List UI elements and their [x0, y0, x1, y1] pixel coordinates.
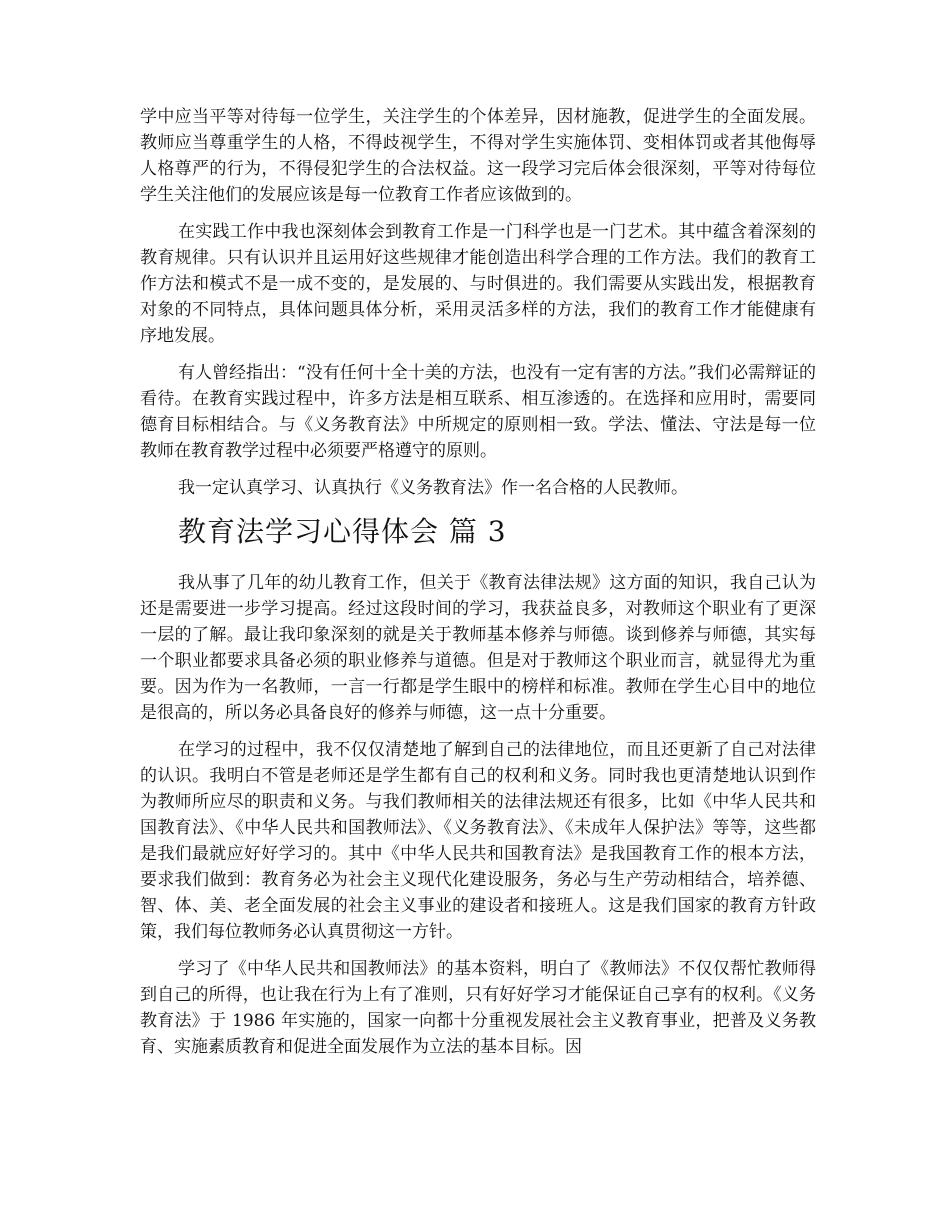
paragraph-teacher-law: 学习了《中华人民共和国教师法》的基本资料，明白了《教师法》不仅仅帮忙教师得到自己的所得，也让我在行为上有了准则，只有好好学习才能保证自己享有的权利。《义务教育法》于 1986 年实施的，国家一向都十分重视发展社会主义教育事业，把普及义务教育、实施素质教育和促进全面发展作为立法的基本目标。因: [140, 959, 816, 1057]
document-page: [140, 104, 816, 1071]
paragraph-practice: 在实践工作中我也深刻体会到教育工作是一门科学也是一门艺术。其中蕴含着深刻的教育规律。只有认识并且运用好这些规律才能创造出科学合理的工作方法。我们的教育工作方法和模式不是一成不变的，是发展的、与时俱进的。我们需要从实践出发，根据教育对象的不同特点，具体问题具体分析，采用灵活多样的方法，我们的教育工作才能健康有序地发展。: [140, 222, 816, 346]
paragraph-intro: 我从事了几年的幼儿教育工作，但关于《教育法律法规》这方面的知识，我自己认为还是需要进一步学习提高。经过这段时间的学习，我获益良多，对教师这个职业有了更深一层的了解。最让我印象深刻的就是关于教师基本修养与师德。谈到修养与师德，其实每一个职业都要求具备必须的职业修养与道德。但是对于教师这个职业而言，就显得尤为重要。因为作为一名教师，一言一行都是学生眼中的榜样和标准。教师在学生心目中的地位是很高的，所以务必具备良好的修养与师德，这一点十分重要。: [140, 573, 816, 723]
paragraph-continuation: 学中应当平等对待每一位学生，关注学生的个体差异，因材施教，促进学生的全面发展。教师应当尊重学生的人格，不得歧视学生，不得对学生实施体罚、变相体罚或者其他侮辱人格尊严的行为，不得侵犯学生的合法权益。这一段学习完后体会很深刻，平等对待每位学生关注他们的发展应该是每一位教育工作者应该做到的。: [140, 107, 816, 205]
paragraph-pledge: 我一定认真学习、认真执行《义务教育法》作一名合格的人民教师。: [178, 478, 688, 498]
paragraph-quote: 有人曾经指出：“没有任何十全十美的方法，也没有一定有害的方法。”我们必需辩证的看待。在教育实践过程中，许多方法是相互联系、相互渗透的。在选择和应用时，需要同德育目标相结合。与《义务教育法》中所规定的原则相一致。学法、懂法、守法是每一位教师在教育教学过程中必须要严格遵守的原则。: [140, 363, 816, 461]
section-heading: 教育法学习心得体会 篇 3: [178, 515, 507, 548]
paragraph-learning: 在学习的过程中，我不仅仅清楚地了解到自己的法律地位，而且还更新了自己对法律的认识。我明白不管是老师还是学生都有自己的权利和义务。同时我也更清楚地认识到作为教师所应尽的职责和义务。与我们教师相关的法律法规还有很多，比如《中华人民共和国教育法》、《中华人民共和国教师法》、《义务教育法》、《未成年人保护法》等等，这些都是我们最就应好好学习的。其中《中华人民共和国教育法》是我国教育工作的根本方法，要求我们做到：教育务必为社会主义现代化建设服务，务必与生产劳动相结合，培养德、智、体、美、老全面发展的社会主义事业的建设者和接班人。这是我们国家的教育方针政策，我们每位教师务必认真贯彻这一方针。: [140, 740, 816, 942]
